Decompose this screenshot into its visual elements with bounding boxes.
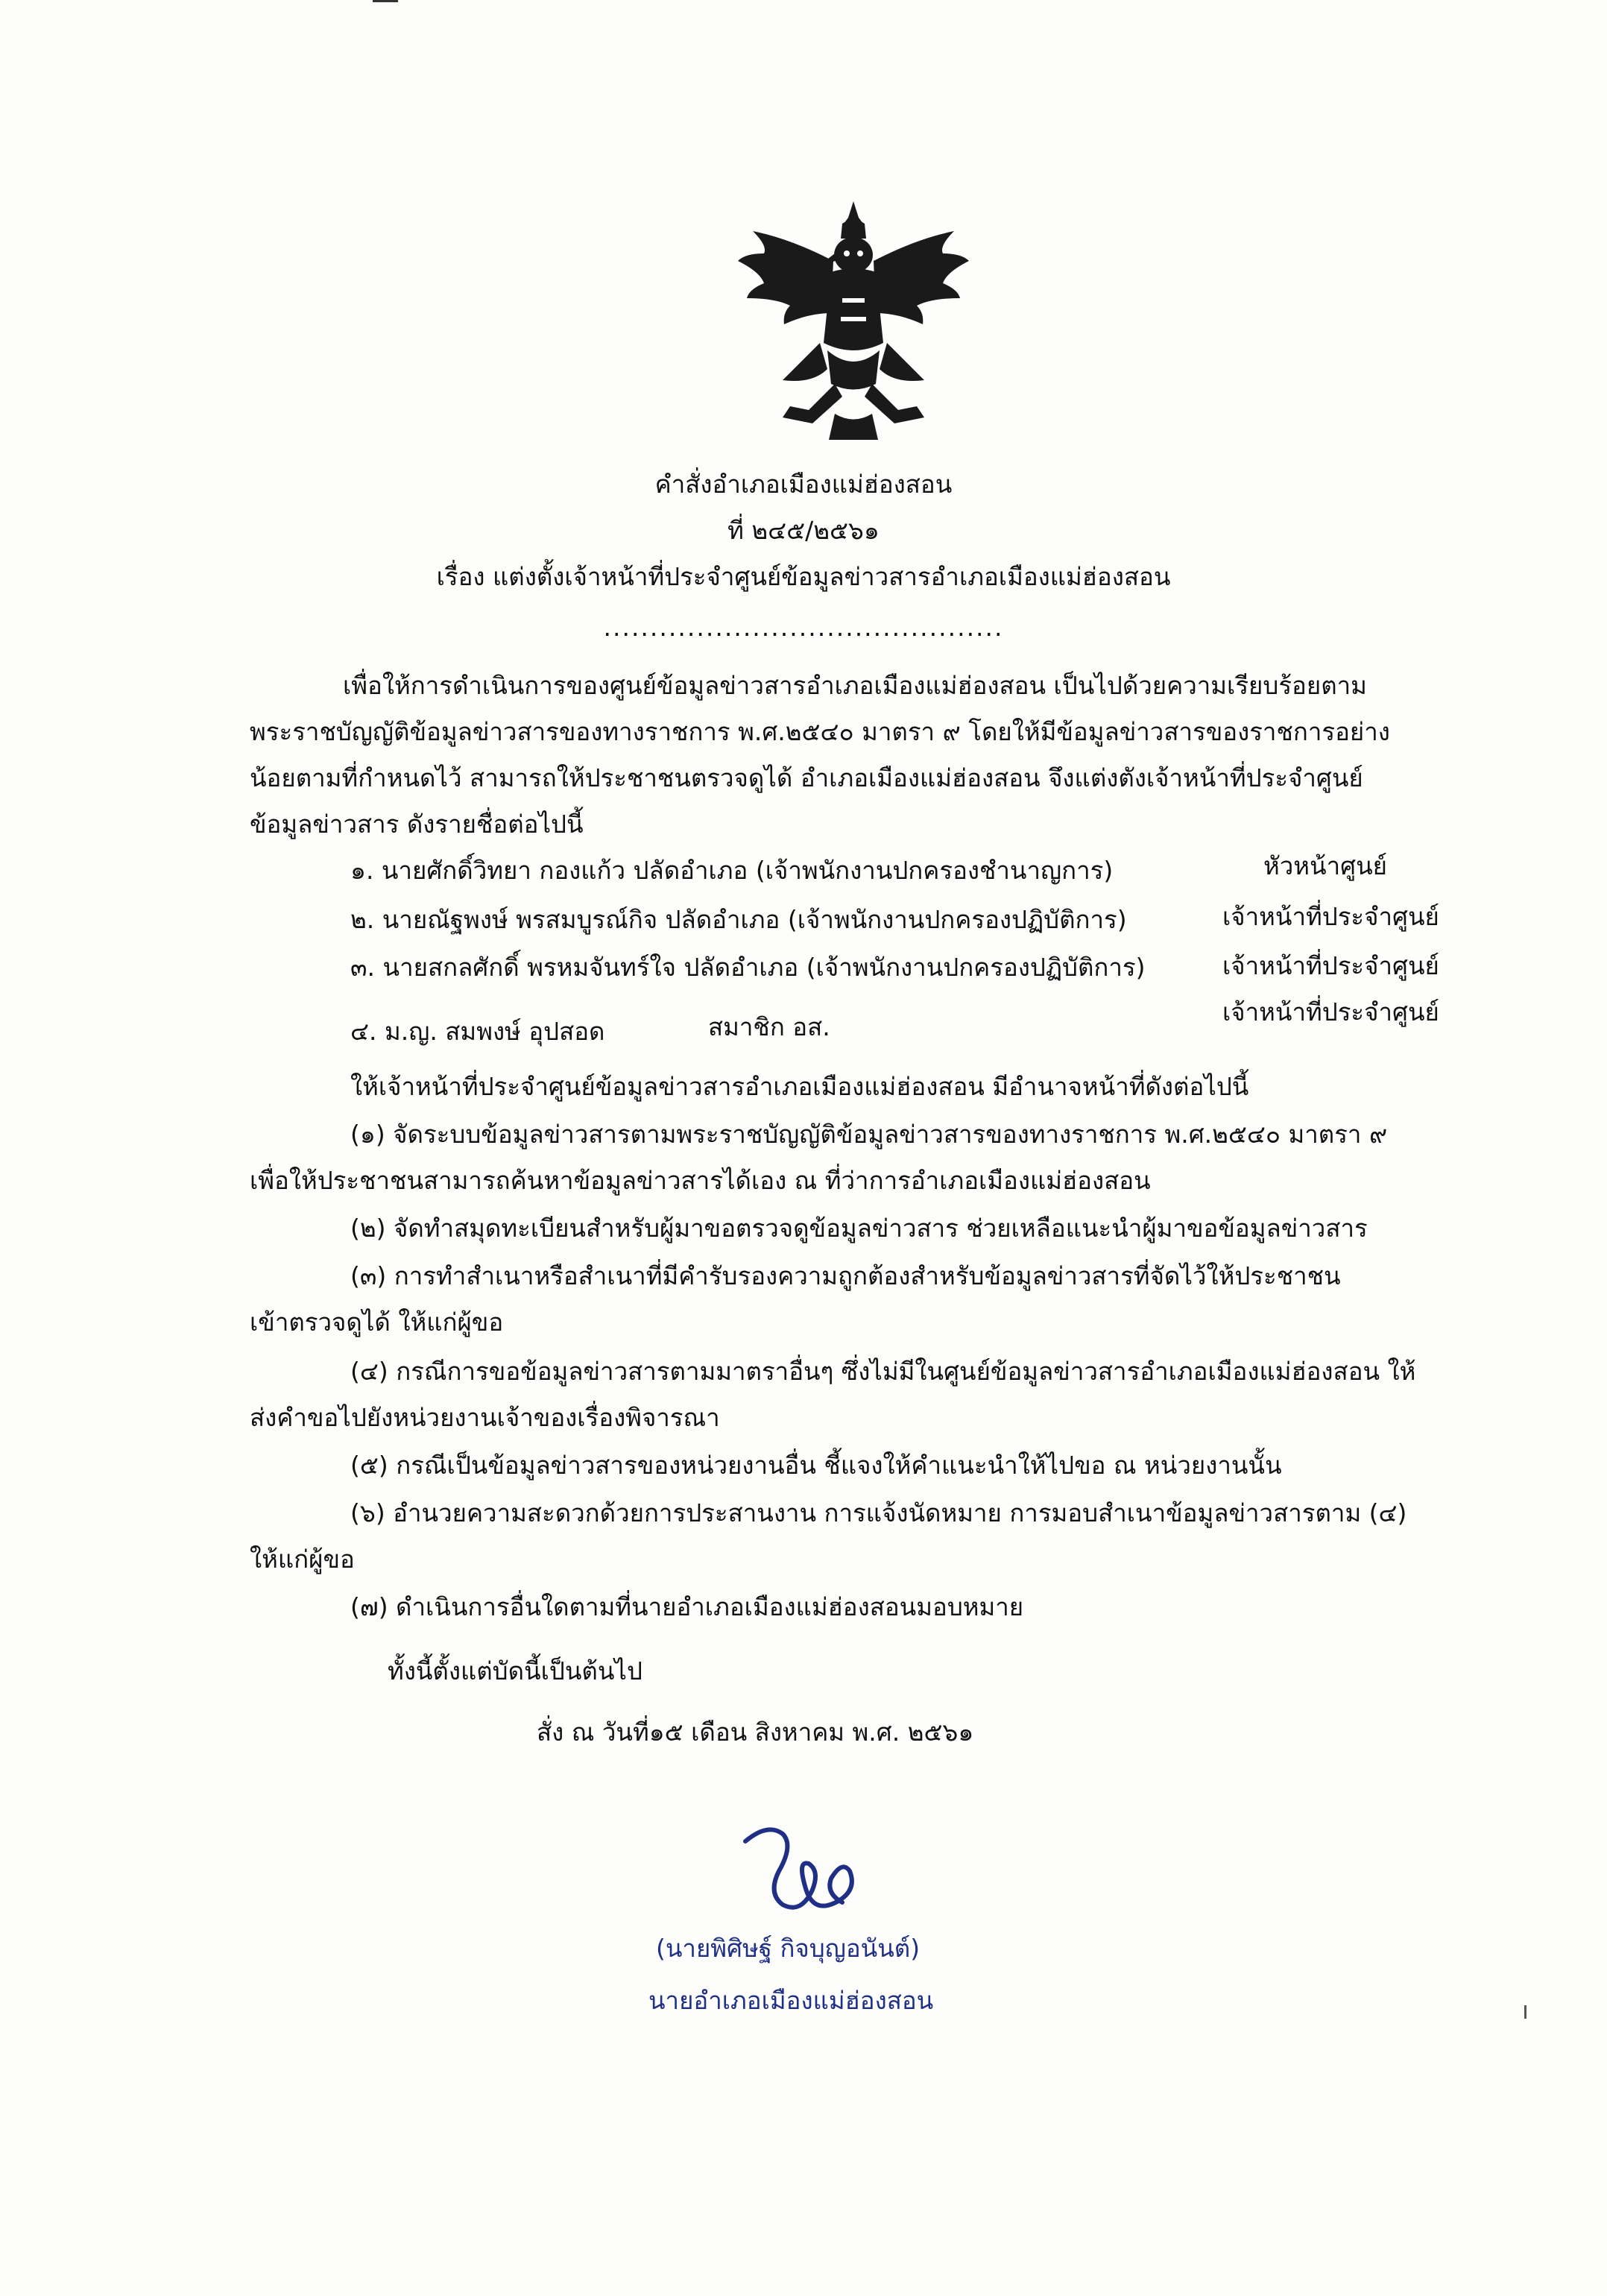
- duty-line: (๖) อำนวยความสะดวกด้วยการประสานงาน การแจ้งนัดหมาย การมอบสำเนาข้อมูลข่าวสารตาม (๔): [350, 1498, 1407, 1527]
- scan-artifact: [373, 0, 398, 2]
- duty-line: (๓) การทำสำเนาหรือสำเนาที่มีคำรับรองความถูกต้องสำหรับข้อมูลข่าวสารที่จัดไว้ให้ประชาชน: [350, 1261, 1341, 1290]
- duty-line: (๕) กรณีเป็นข้อมูลข่าวสารของหน่วยงานอื่น ชี้แจงให้คำแนะนำให้ไปขอ ณ หน่วยงานนั้น: [350, 1451, 1282, 1480]
- staff-position: สมาชิก อส.: [708, 1012, 830, 1041]
- duty-line: (๒) จัดทำสมุดทะเบียนสำหรับผู้มาขอตรวจดูข้อมูลข่าวสาร ช่วยเหลือแนะนำผู้มาขอข้อมูลข่าวสาร: [350, 1214, 1368, 1243]
- duties-intro: ให้เจ้าหน้าที่ประจำศูนย์ข้อมูลข่าวสารอำเภอเมืองแม่ฮ่องสอน มีอำนาจหน้าที่ดังต่อไปนี้: [350, 1072, 1249, 1101]
- duty-line: เพื่อให้ประชาชนสามารถค้นหาข้อมูลข่าวสารได้เอง ณ ที่ว่าการอำเภอเมืองแม่ฮ่องสอน: [250, 1166, 1151, 1195]
- signature: [738, 1819, 887, 1931]
- staff-role: เจ้าหน้าที่ประจำศูนย์: [1222, 902, 1439, 931]
- intro-line: พระราชบัญญัติข้อมูลข่าวสารของทางราชการ พ.ศ.๒๕๔๐ มาตรา ๙ โดยให้มีข้อมูลข่าวสารของราชการอย่าง: [250, 717, 1390, 746]
- intro-line: เพื่อให้การดำเนินการของศูนย์ข้อมูลข่าวสารอำเภอเมืองแม่ฮ่องสอน เป็นไปด้วยความเรียบร้อยตาม: [343, 671, 1367, 700]
- staff-entry: ๓. นายสกลศักดิ์ พรหมจันทร์ใจ ปลัดอำเภอ (เจ้าพนักงานปกครองปฏิบัติการ): [350, 953, 1146, 982]
- staff-role: เจ้าหน้าที่ประจำศูนย์: [1222, 951, 1439, 980]
- order-number: ที่ ๒๔๕/๒๕๖๑: [727, 516, 880, 545]
- duty-line: เข้าตรวจดูได้ ให้แก่ผู้ขอ: [250, 1308, 504, 1337]
- duty-line: (๔) กรณีการขอข้อมูลข่าวสารตามมาตราอื่นๆ ซึ่งไม่มีในศูนย์ข้อมูลข่าวสารอำเภอเมืองแม่ฮ่องสอน ให้: [350, 1357, 1416, 1386]
- duty-line: (๑) จัดระบบข้อมูลข่าวสารตามพระราชบัญญัติข้อมูลข่าวสารของทางราชการ พ.ศ.๒๕๔๐ มาตรา ๙: [350, 1120, 1388, 1149]
- duty-line: ส่งคำขอไปยังหน่วยงานเจ้าของเรื่องพิจารณา: [250, 1403, 720, 1432]
- intro-line: ข้อมูลข่าวสาร ดังรายชื่อต่อไปนี้: [250, 810, 584, 839]
- signatory-title: นายอำเภอเมืองแม่ฮ่องสอน: [648, 1986, 934, 2015]
- signatory-name: (นายพิศิษฐ์ กิจบุญอนันต์): [656, 1934, 921, 1963]
- order-subject: เรื่อง แต่งตั้งเจ้าหน้าที่ประจำศูนย์ข้อมูลข่าวสารอำเภอเมืองแม่ฮ่องสอน: [436, 562, 1171, 591]
- staff-role: หัวหน้าศูนย์: [1263, 851, 1387, 880]
- staff-role: เจ้าหน้าที่ประจำศูนย์: [1222, 997, 1439, 1026]
- staff-entry: ๒. นายณัฐพงษ์ พรสมบูรณ์กิจ ปลัดอำเภอ (เจ้าพนักงานปกครองปฏิบัติการ): [350, 905, 1127, 934]
- duty-line: (๗) ดำเนินการอื่นใดตามที่นายอำเภอเมืองแม่ฮ่องสอนมอบหมาย: [350, 1592, 1024, 1621]
- duty-line: ให้แก่ผู้ขอ: [250, 1545, 355, 1574]
- separator: ...........................................: [603, 613, 1004, 642]
- staff-entry: ๔. ม.ญ. สมพงษ์ อุปสอด: [350, 1017, 605, 1046]
- staff-entry: ๑. นายศักดิ์วิทยา กองแก้ว ปลัดอำเภอ (เจ้าพนักงานปกครองชำนาญการ): [350, 856, 1114, 885]
- scan-artifact: [1524, 2005, 1527, 2019]
- intro-line: น้อยตามที่กำหนดไว้ สามารถให้ประชาชนตรวจดูได้ อำเภอเมืองแม่ฮ่องสอน จึงแต่งตังเจ้าหน้าที่ประจำศูนย์: [250, 763, 1363, 792]
- order-title: คำสั่งอำเภอเมืองแม่ฮ่องสอน: [654, 470, 953, 499]
- garuda-emblem: [738, 201, 969, 447]
- effective-statement: ทั้งนี้ตั้งแต่บัดนี้เป็นต้นไป: [388, 1656, 643, 1685]
- order-date: สั่ง ณ วันที่๑๕ เดือน สิงหาคม พ.ศ. ๒๕๖๑: [537, 1718, 974, 1747]
